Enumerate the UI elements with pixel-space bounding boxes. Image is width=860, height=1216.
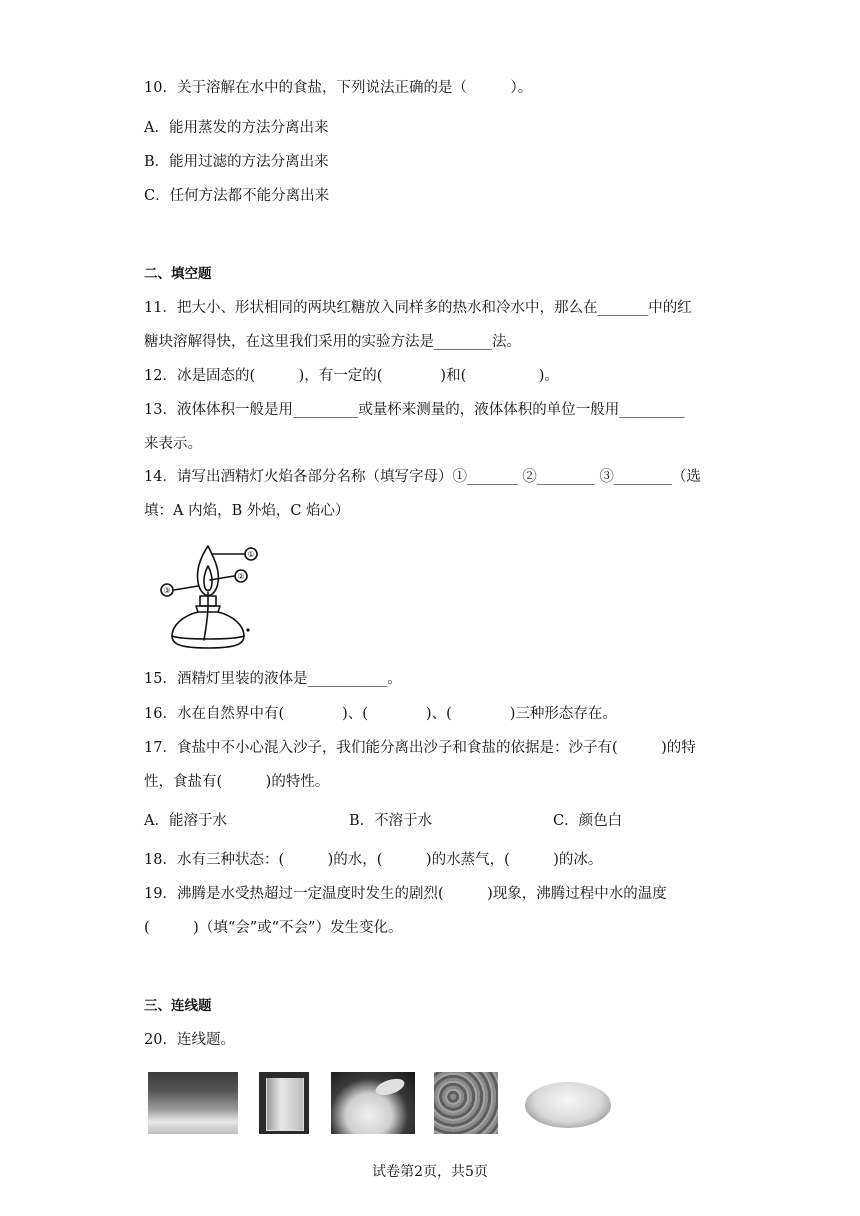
photo-white-powder	[148, 1072, 238, 1134]
label-3: ③	[163, 586, 171, 595]
q17-line-2: 性，食盐有( )的特性。	[144, 774, 330, 790]
label-2: ②	[237, 572, 245, 581]
question-20: 20．连线题。	[144, 1032, 235, 1048]
q11-line-2: 糖块溶解得快，在这里我们采用的实验方法是________法。	[144, 334, 521, 350]
question-16: 16．水在自然界中有( )、( )、( )三种形态存在。	[144, 706, 617, 722]
question-15: 15．酒精灯里装的液体是___________。	[144, 671, 402, 687]
section-3-title: 三、连线题	[144, 998, 212, 1014]
q11-line-1: 11．把大小、形状相同的两块红糖放入同样多的热水和冷水中，那么在_______中的红	[144, 300, 692, 316]
q17-line-1: 17．食盐中不小心混入沙子，我们能分离出沙子和食盐的依据是：沙子有( )的特	[144, 740, 696, 756]
q10-option-b: B．能用过滤的方法分离出来	[144, 154, 329, 170]
q17-option-b: B．不溶于水	[349, 813, 433, 829]
q10-option-a: A．能用蒸发的方法分离出来	[144, 120, 329, 136]
page-footer: 试卷第2页，共5页	[372, 1164, 488, 1180]
q10-stem: 10．关于溶解在水中的食盐，下列说法正确的是（ ）。	[144, 80, 533, 96]
q17-option-c: C．颜色白	[553, 813, 623, 829]
photo-glass-beaker	[259, 1072, 309, 1134]
q13-line-1: 13．液体体积一般是用_________或量杯来测量的，液体体积的单位一般用_________	[144, 402, 685, 418]
q13-line-2: 来表示。	[144, 436, 202, 452]
photo-sugar-spoon	[331, 1072, 415, 1134]
label-1: ①	[247, 550, 255, 559]
q14-line-1: 14．请写出酒精灯火焰各部分名称（填写字母）①_______ ②________ ③________（选	[144, 469, 701, 485]
q14-line-2: 填：A 内焰，B 外焰，C 焰心）	[144, 503, 350, 519]
question-18: 18．水有三种状态：( )的水，( )的水蒸气，( )的冰。	[144, 852, 603, 868]
q19-line-2: ( )（填“会”或“不会”）发生变化。	[144, 920, 403, 936]
q17-option-a: A．能溶于水	[144, 813, 227, 829]
question-12: 12．冰是固态的( )，有一定的( )和( )。	[144, 368, 559, 384]
photo-sand	[434, 1072, 498, 1134]
photo-salt-bowl	[521, 1072, 615, 1134]
alcohol-lamp-diagram	[152, 540, 268, 656]
q10-option-c: C．任何方法都不能分离出来	[144, 188, 330, 204]
q19-line-1: 19．沸腾是水受热超过一定温度时发生的剧烈( )现象，沸腾过程中水的温度	[144, 886, 667, 902]
section-2-title: 二、填空题	[144, 266, 212, 282]
